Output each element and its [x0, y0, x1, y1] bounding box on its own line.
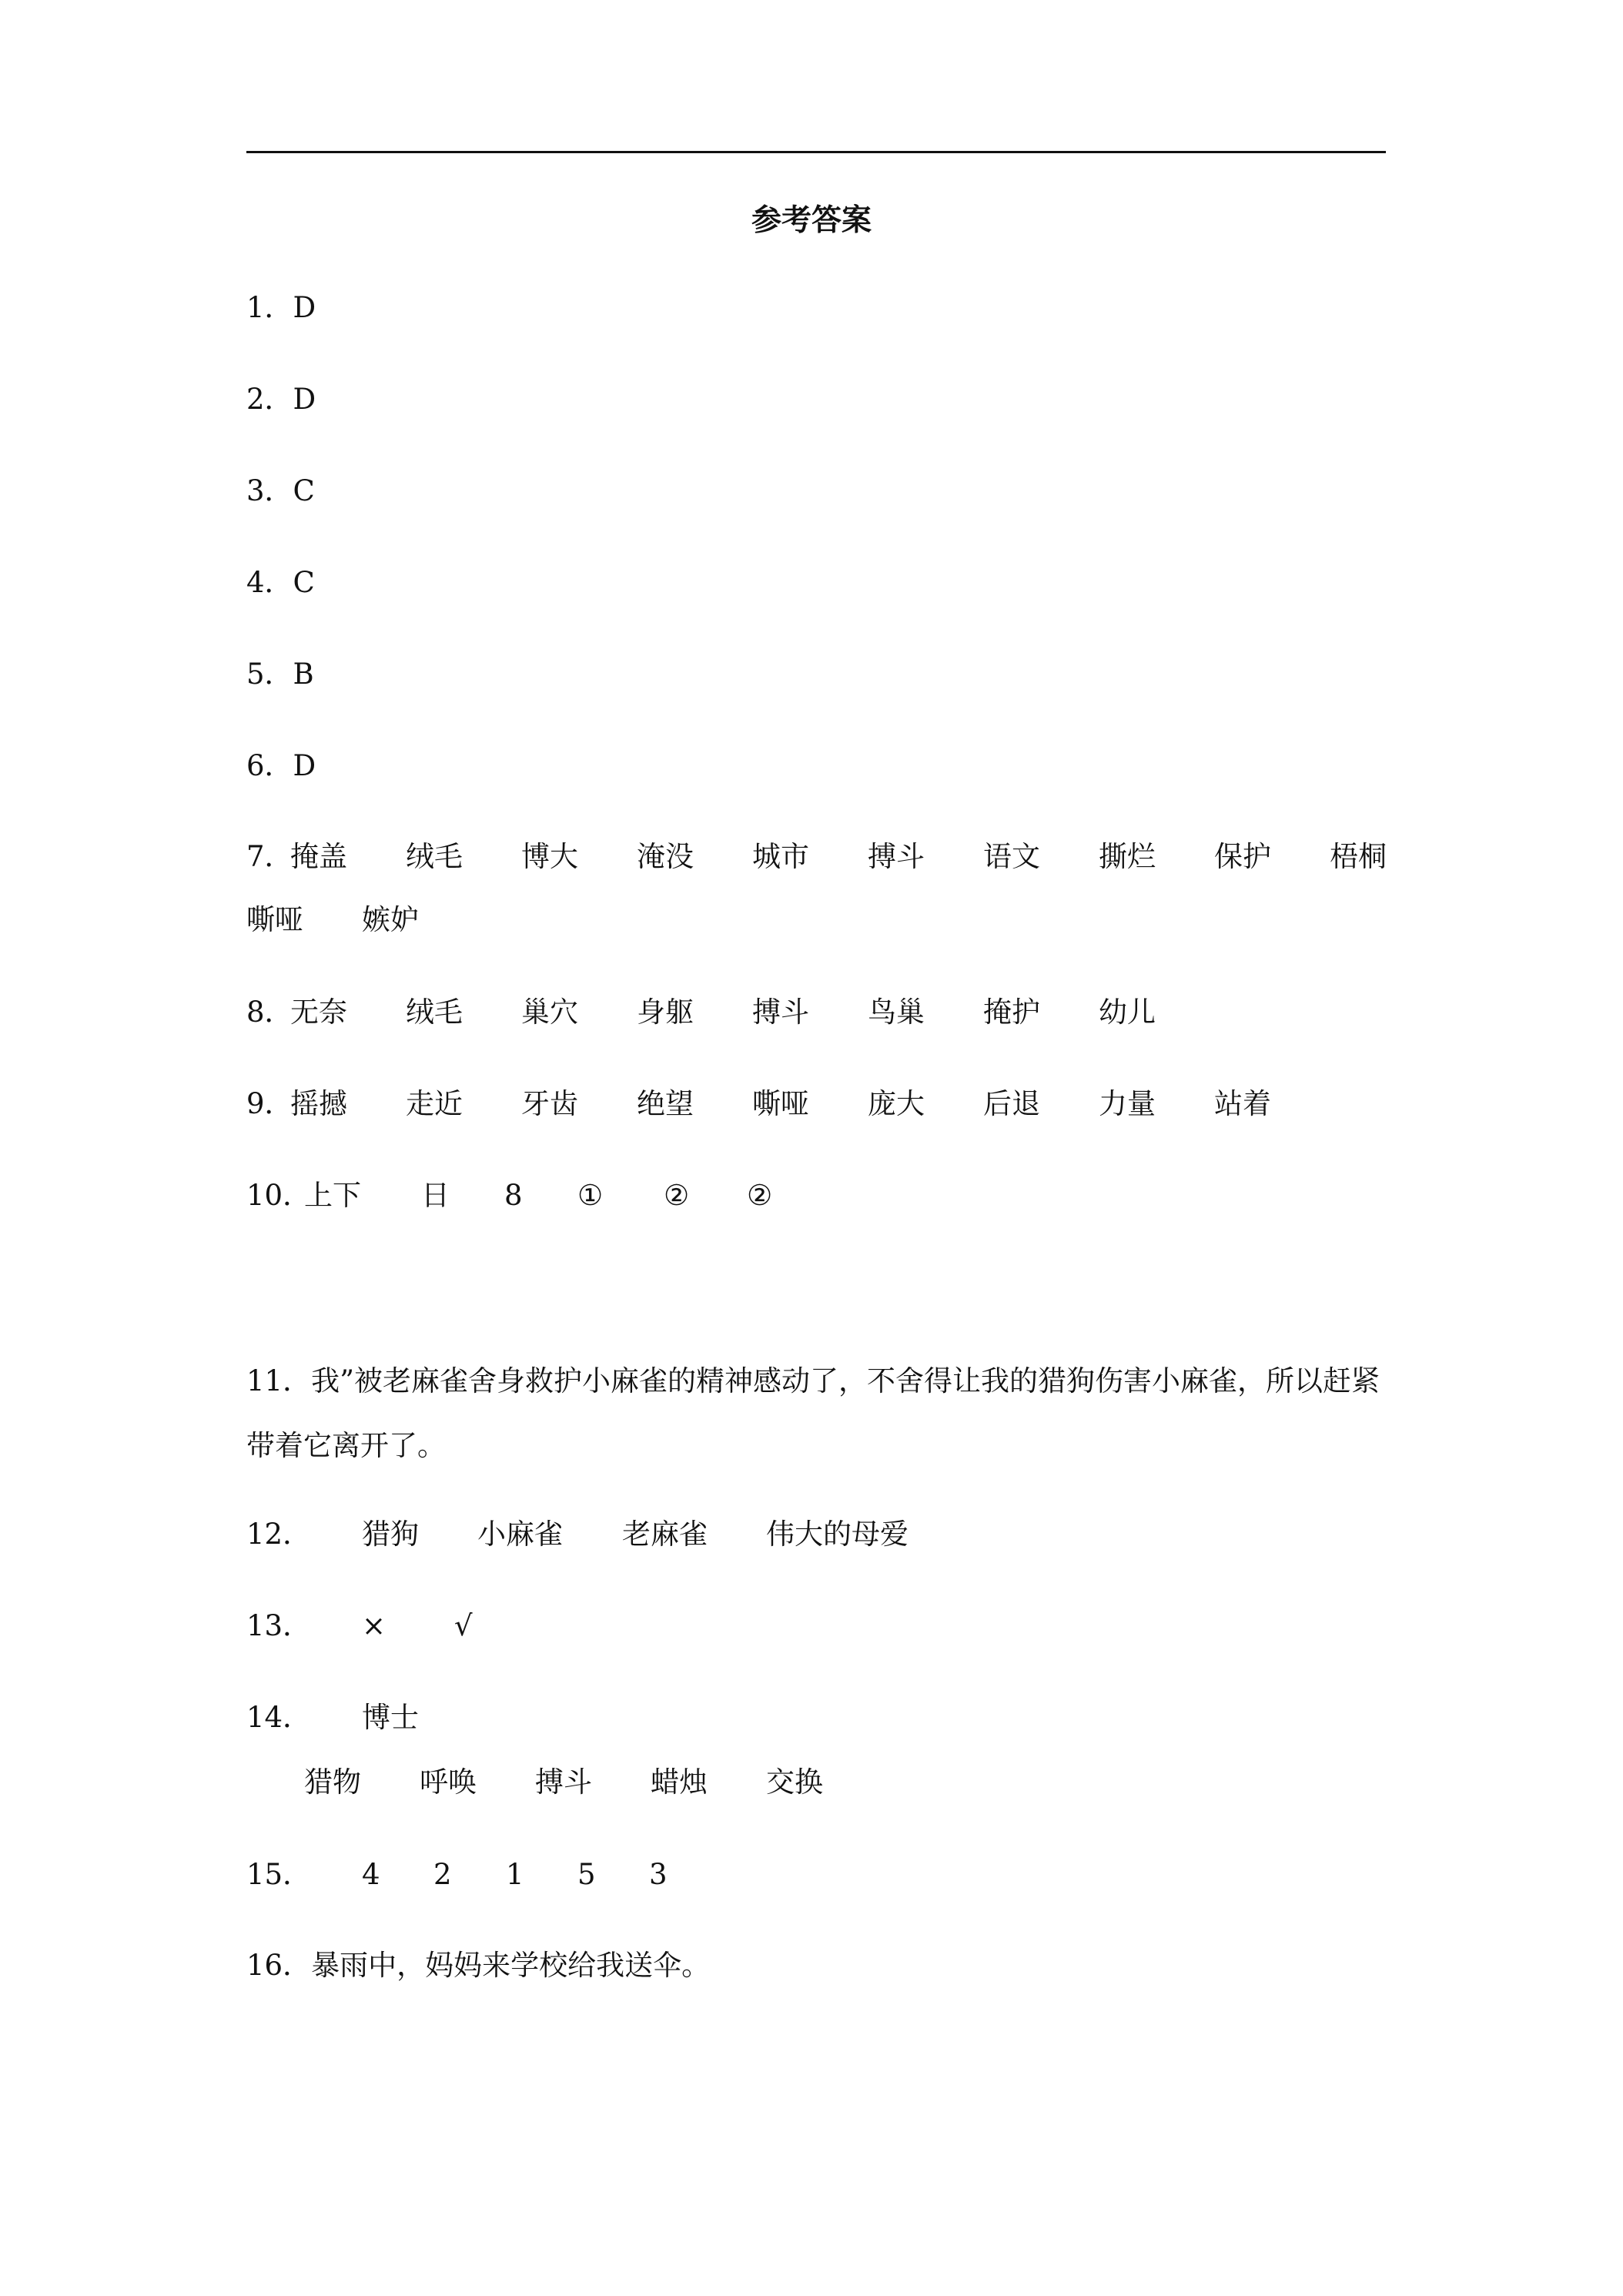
answer-word: 搏斗: [535, 1766, 592, 1799]
answer-word: 掩盖: [290, 840, 347, 873]
answer-number: 2．: [246, 383, 293, 416]
answer-number: 4．: [246, 566, 293, 599]
answer-word: 博大: [521, 840, 578, 873]
answer-word: 掩护: [983, 996, 1040, 1029]
answer-word: 鸟巢: [868, 996, 925, 1029]
answer-text: B: [293, 658, 314, 691]
answer-14: [246, 1699, 1386, 1737]
answer-word: 无奈: [290, 996, 347, 1029]
answer-7: [246, 838, 1386, 876]
answer-16: 16．暴雨中，妈妈来学校给我送伞。: [246, 1949, 711, 1982]
answer-word: 绒毛: [406, 996, 463, 1029]
answer-5: [246, 655, 314, 694]
answer-word: 走近: [406, 1087, 463, 1120]
answer-number: 1．: [246, 291, 293, 324]
answer-10: [246, 1176, 1386, 1215]
answer-number: 3．: [246, 474, 293, 507]
answer-1: [246, 289, 316, 327]
answer-word: 1: [506, 1858, 524, 1891]
answer-word: 猎狗: [362, 1518, 419, 1551]
answer-word: 8: [504, 1179, 523, 1212]
answer-word: ②: [747, 1179, 773, 1212]
answer-word: 撕烂: [1099, 840, 1156, 873]
answer-number: 14．: [246, 1701, 312, 1734]
answer-number: 15．: [246, 1858, 312, 1891]
answer-word: ①: [577, 1179, 604, 1212]
answer-word: 牙齿: [521, 1087, 578, 1120]
answer-word: 日: [421, 1179, 450, 1212]
answer-8: [246, 993, 1386, 1032]
answer-word: 交换: [766, 1766, 823, 1799]
answer-word: 嘶哑: [752, 1087, 809, 1120]
answer-word: 上下: [304, 1179, 361, 1212]
answer-word: 城市: [752, 840, 809, 873]
answer-text: D: [293, 291, 316, 324]
answer-word: 小麻雀: [477, 1518, 563, 1551]
answer-word: 绒毛: [406, 840, 463, 873]
answer-15: [246, 1856, 1386, 1894]
answer-text: D: [293, 383, 316, 416]
answer-14-continued: [246, 1763, 1386, 1802]
answer-number: 12．: [246, 1518, 312, 1551]
answer-number: 13．: [246, 1609, 312, 1642]
answer-number: 5．: [246, 658, 293, 691]
answer-word: ×: [362, 1609, 387, 1642]
answer-word: 3: [649, 1858, 668, 1891]
answer-number: 8．: [246, 996, 293, 1029]
answer-word: 力量: [1099, 1087, 1156, 1120]
answer-text: C: [293, 474, 315, 507]
answer-word: 身躯: [637, 996, 694, 1029]
answer-13: [246, 1607, 1386, 1645]
answer-word: 绝望: [637, 1087, 694, 1120]
answer-word: 博士: [362, 1701, 419, 1734]
answer-number: 9．: [246, 1087, 293, 1120]
answer-number: 7．: [246, 840, 293, 873]
answer-4: [246, 564, 315, 602]
answer-word: ②: [664, 1179, 690, 1212]
answer-7-continued: [246, 901, 1386, 939]
answer-9: [246, 1085, 1386, 1123]
answer-text: C: [293, 566, 315, 599]
answer-word: 嫉妒: [362, 903, 419, 936]
page-title: 参考答案: [751, 203, 872, 238]
answer-number: 10．: [246, 1179, 312, 1212]
answer-word: 庞大: [868, 1087, 925, 1120]
answer-word: 2: [433, 1858, 452, 1891]
answer-word: 搏斗: [868, 840, 925, 873]
answer-word: 巢穴: [521, 996, 578, 1029]
answer-3: [246, 472, 315, 510]
answer-word: 搏斗: [752, 996, 809, 1029]
header-rule: [246, 151, 1386, 153]
answer-11: 11．我”被老麻雀舍身救护小麻雀的精神感动了，不舍得让我的猎狗伤害小麻雀，所以赶紧带着它离开了。: [246, 1364, 1380, 1462]
answer-word: 淹没: [637, 840, 694, 873]
answer-number: 6．: [246, 749, 293, 782]
answer-word: 伟大的母爱: [766, 1518, 909, 1551]
answer-6: [246, 747, 316, 785]
answer-text: D: [293, 749, 316, 782]
answer-word: 保护: [1214, 840, 1271, 873]
answer-word: 4: [362, 1858, 380, 1891]
answer-word: 语文: [983, 840, 1040, 873]
answer-word: 摇撼: [290, 1087, 347, 1120]
answer-word: 后退: [983, 1087, 1040, 1120]
answer-word: √: [454, 1609, 473, 1642]
answer-word: 5: [577, 1858, 596, 1891]
answer-2: [246, 380, 316, 419]
answer-word: 嘶哑: [246, 903, 303, 936]
answer-word: 梧桐: [1330, 840, 1387, 873]
answer-word: 老麻雀: [622, 1518, 708, 1551]
answer-word: 幼儿: [1099, 996, 1156, 1029]
answer-12: [246, 1515, 1386, 1554]
answer-word: 猎物: [304, 1766, 361, 1799]
answer-word: 站着: [1214, 1087, 1271, 1120]
answer-word: 呼唤: [420, 1766, 477, 1799]
answer-word: 蜡烛: [651, 1766, 708, 1799]
